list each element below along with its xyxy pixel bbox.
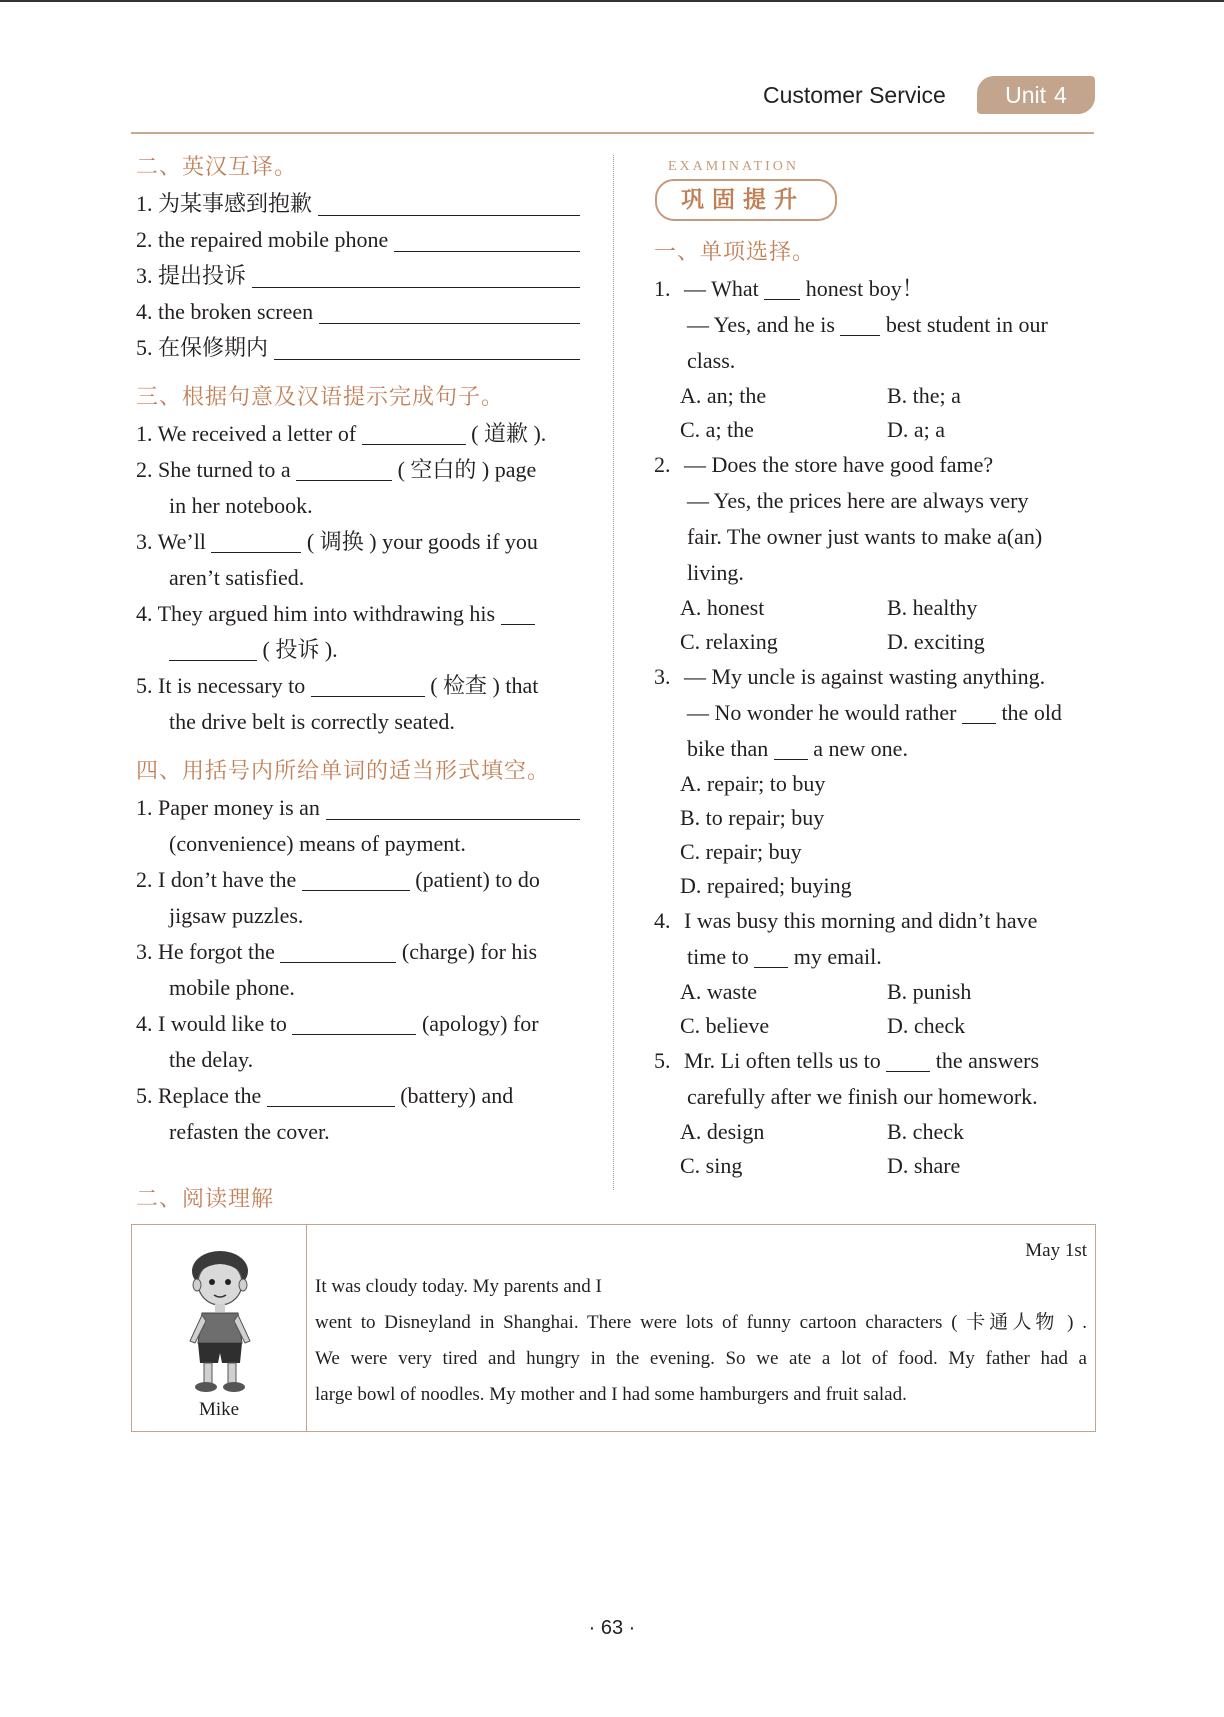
choice-q4-line2: time to my email. bbox=[654, 939, 1094, 975]
answer-blank[interactable] bbox=[274, 333, 580, 360]
answer-blank[interactable] bbox=[302, 864, 410, 891]
examination-banner bbox=[654, 155, 1094, 235]
choice-q1-line3: class. bbox=[687, 348, 736, 373]
answer-blank[interactable] bbox=[754, 941, 788, 968]
forms-q1: 1. Paper money is an bbox=[136, 790, 580, 826]
choice-q4-options bbox=[654, 975, 1094, 1009]
choice-q1-options bbox=[654, 413, 1094, 447]
forms-q3: 3. He forgot the (charge) for his bbox=[136, 934, 580, 970]
section-reading-title: 二、阅读理解 bbox=[136, 1187, 275, 1212]
complete-q3: 3. We’ll ( 调换 ) your goods if you bbox=[136, 524, 580, 560]
reading-illustration-panel bbox=[132, 1225, 307, 1431]
top-rule bbox=[0, 0, 1224, 2]
option-d[interactable]: D. share bbox=[887, 1153, 961, 1178]
section-complete-title: 三、根据句意及汉语提示完成句子。 bbox=[136, 385, 505, 410]
choice-q3-line2: — No wonder he would rather the old bbox=[654, 695, 1094, 731]
character-name: Mike bbox=[198, 1399, 240, 1420]
answer-blank[interactable] bbox=[362, 418, 466, 445]
reading-passage-box bbox=[131, 1224, 1096, 1432]
option-c[interactable]: C. repair; buy bbox=[680, 839, 802, 864]
choice-q3: 3. — My uncle is against wasting anything. bbox=[654, 664, 1046, 689]
choice-q2-options bbox=[654, 591, 1094, 625]
answer-blank[interactable] bbox=[311, 670, 425, 697]
page-number: · 63 · bbox=[588, 1617, 636, 1639]
choice-q5-options bbox=[654, 1115, 1094, 1149]
option-b[interactable]: B. punish bbox=[887, 979, 972, 1004]
section-choice-title: 一、单项选择。 bbox=[654, 240, 816, 265]
answer-blank[interactable] bbox=[292, 1008, 416, 1035]
answer-blank[interactable] bbox=[296, 454, 392, 481]
choice-q5: 5. Mr. Li often tells us to the answers bbox=[654, 1043, 1094, 1079]
option-d[interactable]: D. a; a bbox=[887, 417, 946, 442]
passage-date: May 1st bbox=[1025, 1240, 1087, 1261]
choice-q5-line2: carefully after we finish our homework. bbox=[687, 1084, 1038, 1109]
page-header bbox=[131, 72, 1094, 134]
answer-blank[interactable] bbox=[962, 697, 996, 724]
reading-passage bbox=[315, 1233, 1087, 1413]
column-divider bbox=[613, 155, 614, 1190]
answer-blank[interactable] bbox=[840, 309, 880, 336]
option-b[interactable]: B. check bbox=[887, 1119, 964, 1144]
answer-blank[interactable] bbox=[394, 225, 580, 252]
translate-item: 5. 在保修期内 bbox=[136, 330, 580, 366]
section-forms-title: 四、用括号内所给单词的适当形式填空。 bbox=[136, 759, 551, 784]
choice-q2-line2: — Yes, the prices here are always very bbox=[687, 488, 1029, 513]
answer-blank[interactable] bbox=[211, 526, 301, 553]
left-column bbox=[136, 150, 580, 1150]
complete-q4-cont: ( 投诉 ). bbox=[136, 632, 580, 668]
boy-illustration bbox=[132, 1225, 306, 1399]
forms-q4: 4. I would like to (apology) for bbox=[136, 1006, 580, 1042]
answer-blank[interactable] bbox=[169, 634, 257, 661]
passage-line: It was cloudy today. My parents and I bbox=[315, 1276, 602, 1297]
choice-q2: 2. — Does the store have good fame? bbox=[654, 452, 994, 477]
option-a[interactable]: A. design bbox=[680, 1119, 765, 1144]
option-a[interactable]: A. waste bbox=[680, 979, 757, 1004]
answer-blank[interactable] bbox=[319, 297, 580, 324]
answer-blank[interactable] bbox=[280, 936, 396, 963]
answer-blank[interactable] bbox=[886, 1045, 930, 1072]
complete-q5: 5. It is necessary to ( 检查 ) that bbox=[136, 668, 580, 704]
option-c[interactable]: C. relaxing bbox=[680, 629, 778, 654]
answer-blank[interactable] bbox=[252, 261, 580, 288]
choice-q2-options bbox=[654, 625, 1094, 659]
option-c[interactable]: C. believe bbox=[680, 1013, 770, 1038]
translate-item: 1. 为某事感到抱歉 bbox=[136, 186, 580, 222]
option-a[interactable]: A. honest bbox=[680, 595, 765, 620]
unit-badge bbox=[977, 76, 1095, 114]
option-d[interactable]: D. repaired; buying bbox=[680, 873, 852, 898]
passage-line: went to Disneyland in Shanghai. There were lots of funny cartoon characters ( 卡通人物 ) . bbox=[315, 1312, 1087, 1333]
choice-q2-line4: living. bbox=[687, 560, 744, 585]
option-d[interactable]: D. check bbox=[887, 1013, 966, 1038]
option-a[interactable]: A. repair; to buy bbox=[680, 771, 826, 796]
examination-zh-label: 巩固提升 bbox=[655, 179, 837, 221]
option-b[interactable]: B. healthy bbox=[887, 595, 978, 620]
complete-q2-cont: in her notebook. bbox=[169, 493, 313, 518]
answer-blank[interactable] bbox=[774, 733, 808, 760]
forms-q2-cont: jigsaw puzzles. bbox=[169, 903, 304, 928]
choice-q5-options bbox=[654, 1149, 1094, 1183]
forms-q1-cont: (convenience) means of payment. bbox=[169, 831, 466, 856]
header-title: Customer Service bbox=[763, 82, 946, 108]
forms-q3-cont: mobile phone. bbox=[169, 975, 295, 1000]
translate-item: 2. the repaired mobile phone bbox=[136, 222, 580, 258]
option-c[interactable]: C. sing bbox=[680, 1153, 743, 1178]
choice-q2-line3: fair. The owner just wants to make a(an) bbox=[687, 524, 1043, 549]
choice-q4: 4. I was busy this morning and didn’t have bbox=[654, 908, 1038, 933]
option-c[interactable]: C. a; the bbox=[680, 417, 754, 442]
answer-blank[interactable] bbox=[764, 273, 800, 300]
examination-label: EXAMINATION bbox=[668, 159, 799, 174]
choice-q1-line2: — Yes, and he is best student in our bbox=[654, 307, 1094, 343]
answer-blank[interactable] bbox=[501, 598, 535, 625]
unit-number: 4 bbox=[1054, 82, 1067, 108]
choice-q4-options bbox=[654, 1009, 1094, 1043]
complete-q5-cont: the drive belt is correctly seated. bbox=[169, 709, 455, 734]
option-a[interactable]: A. an; the bbox=[680, 383, 767, 408]
choice-q3-line3: bike than a new one. bbox=[654, 731, 1094, 767]
unit-label: Unit bbox=[1005, 82, 1047, 108]
complete-q3-cont: aren’t satisfied. bbox=[169, 565, 305, 590]
choice-q1: 1. — What honest boy！ bbox=[654, 271, 1094, 307]
option-b[interactable]: B. the; a bbox=[887, 383, 961, 408]
choice-q1-options bbox=[654, 379, 1094, 413]
answer-blank[interactable] bbox=[326, 793, 580, 820]
option-b[interactable]: B. to repair; buy bbox=[680, 805, 825, 830]
translate-item: 3. 提出投诉 bbox=[136, 258, 580, 294]
forms-q5-cont: refasten the cover. bbox=[169, 1119, 330, 1144]
forms-q4-cont: the delay. bbox=[169, 1047, 254, 1072]
passage-line: We were very tired and hungry in the evening. So we ate a lot of food. My father had a bbox=[315, 1348, 1087, 1369]
right-column bbox=[654, 155, 1094, 1183]
complete-q4: 4. They argued him into withdrawing his bbox=[136, 596, 580, 632]
translate-item: 4. the broken screen bbox=[136, 294, 580, 330]
complete-q2: 2. She turned to a ( 空白的 ) page bbox=[136, 452, 580, 488]
complete-q1: 1. We received a letter of ( 道歉 ). bbox=[136, 416, 580, 452]
answer-blank[interactable] bbox=[318, 189, 580, 216]
forms-q2: 2. I don’t have the (patient) to do bbox=[136, 862, 580, 898]
answer-blank[interactable] bbox=[267, 1080, 395, 1107]
forms-q5: 5. Replace the (battery) and bbox=[136, 1078, 580, 1114]
option-d[interactable]: D. exciting bbox=[887, 629, 985, 654]
passage-line: large bowl of noodles. My mother and I had some hamburgers and fruit salad. bbox=[315, 1384, 907, 1405]
section-translate-title: 二、英汉互译。 bbox=[136, 155, 298, 180]
